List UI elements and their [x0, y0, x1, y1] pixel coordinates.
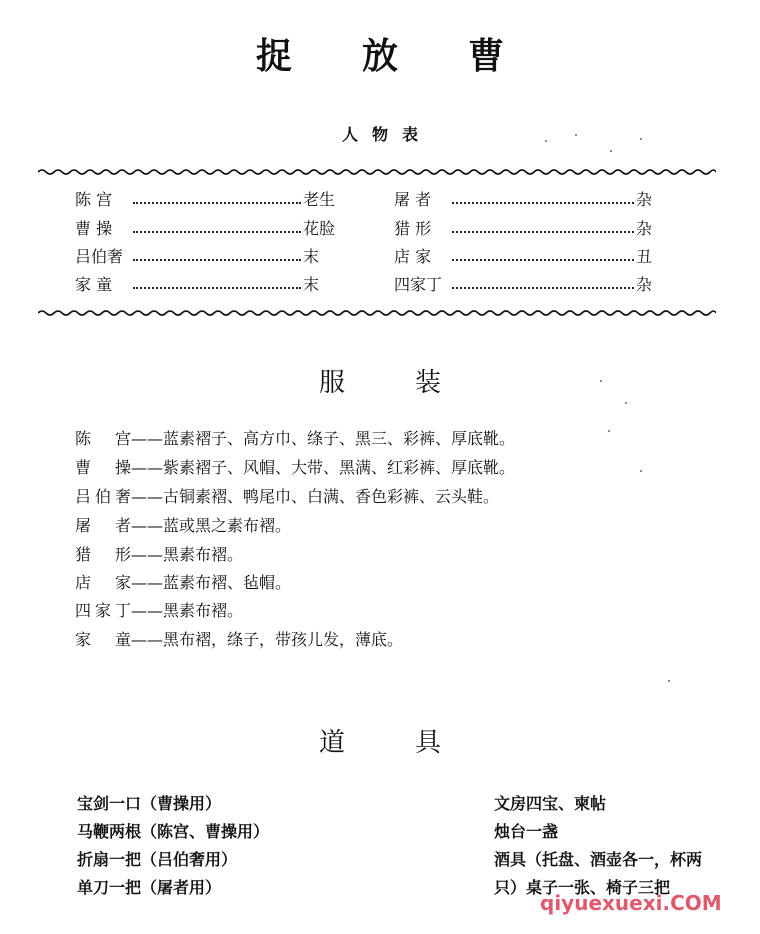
scan-speck	[640, 470, 642, 472]
dot-leader	[133, 287, 301, 289]
dot-leader	[452, 202, 634, 204]
cast-role: 花脸	[303, 219, 336, 238]
costume-desc: ——蓝素褶子、高方巾、绦子、黑三、彩裤、厚底靴。	[131, 429, 516, 448]
costume-desc: ——蓝素布褶、毡帽。	[131, 573, 292, 592]
costume-role: 陈 宫	[75, 429, 131, 448]
costume-item	[75, 541, 243, 569]
cast-row	[394, 217, 664, 241]
costume-role: 曹 操	[75, 458, 131, 477]
prop-item: 只）桌子一张、椅子三把	[494, 878, 671, 897]
cast-row	[75, 188, 345, 212]
costume-desc: ——古铜素褶、鸭尾巾、白满、香色彩裤、云头鞋。	[131, 487, 500, 506]
costume-desc: ——蓝或黑之素布褶。	[131, 516, 292, 535]
props-heading: 道具	[318, 728, 511, 758]
cast-role: 老生	[303, 190, 336, 209]
dot-leader	[133, 231, 301, 233]
cast-role: 杂	[636, 219, 653, 238]
costume-item	[75, 512, 291, 540]
dot-leader	[133, 202, 301, 204]
dot-leader	[452, 259, 634, 261]
costume-item	[75, 454, 515, 482]
cast-name: 屠 者	[394, 190, 432, 209]
cast-name: 曹 操	[75, 219, 113, 238]
cast-name: 猎 形	[394, 219, 432, 238]
prop-item: 文房四宝、柬帖	[494, 794, 607, 813]
costume-desc: ——黑布褶，绦子，带孩儿发，薄底。	[131, 630, 404, 649]
costume-role: 四家丁	[75, 601, 131, 620]
costume-item	[75, 483, 499, 511]
costume-role: 家 童	[75, 630, 131, 649]
dot-leader	[133, 259, 301, 261]
wavy-divider-bottom	[38, 309, 716, 317]
cast-row	[75, 245, 345, 269]
costume-item	[75, 569, 291, 597]
prop-item: 酒具（托盘、酒壶各一，杯两	[494, 850, 703, 869]
scan-speck	[545, 140, 547, 142]
prop-item: 马鞭两根（陈宫、曹操用）	[77, 822, 270, 841]
scan-speck	[625, 402, 627, 404]
costume-item	[75, 626, 403, 654]
cast-name: 吕伯奢	[75, 247, 124, 266]
prop-item: 折扇一把（吕伯奢用）	[77, 850, 238, 869]
cast-row	[75, 273, 345, 297]
scan-speck	[668, 680, 670, 682]
scan-speck	[640, 138, 642, 140]
costume-desc: ——黑素布褶。	[131, 601, 244, 620]
dot-leader	[452, 231, 634, 233]
scan-speck	[600, 380, 602, 382]
prop-item: 烛台一盏	[494, 822, 559, 841]
cast-role: 末	[303, 275, 320, 294]
cast-heading: 人物表	[341, 125, 432, 144]
costume-role: 店 家	[75, 573, 131, 592]
cast-role: 末	[303, 247, 320, 266]
costume-item	[75, 597, 243, 625]
dot-leader	[452, 287, 634, 289]
prop-item: 宝剑一口（曹操用）	[77, 794, 222, 813]
cast-name: 家 童	[75, 275, 113, 294]
cast-row	[75, 217, 345, 241]
scan-speck	[575, 134, 577, 136]
cast-role: 杂	[636, 275, 653, 294]
costume-role: 猎 形	[75, 545, 131, 564]
cast-name: 陈 宫	[75, 190, 113, 209]
scan-speck	[610, 150, 612, 152]
cast-row	[394, 188, 664, 212]
costume-desc: ——黑素布褶。	[131, 545, 244, 564]
costume-role: 屠 者	[75, 516, 131, 535]
cast-row	[394, 245, 664, 269]
costume-item	[75, 425, 515, 453]
page-title: 捉放曹	[255, 36, 574, 77]
cast-role: 杂	[636, 190, 653, 209]
wavy-divider-top	[38, 168, 716, 176]
prop-item: 单刀一把（屠者用）	[77, 878, 222, 897]
cast-row	[394, 273, 664, 297]
scan-speck	[608, 430, 610, 432]
costume-role: 吕伯奢	[75, 487, 131, 506]
costume-heading: 服装	[318, 368, 511, 398]
cast-name: 店 家	[394, 247, 432, 266]
watermark: qiyuexuexi.COM	[540, 891, 722, 915]
costume-desc: ——紫素褶子、风帽、大带、黑满、红彩裤、厚底靴。	[131, 458, 516, 477]
cast-role: 丑	[636, 247, 653, 266]
cast-name: 四家丁	[394, 275, 443, 294]
